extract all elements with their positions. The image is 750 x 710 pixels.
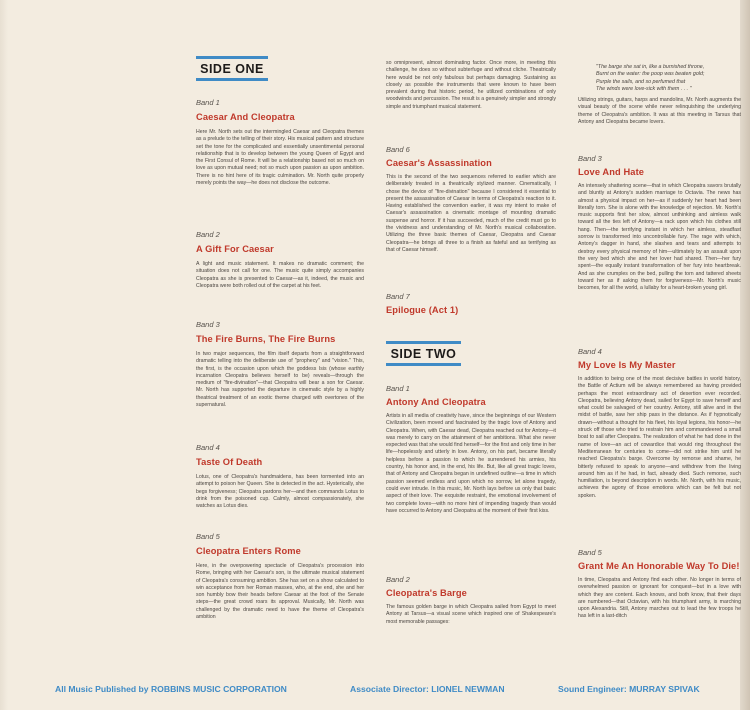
band-description: This is the second of the two sequences referred to earlier which are deliberately treated in a theatrically stylized manner. Cinematically, I chose the device of "fire-divination" because I considered it essential to present the assassination of Caesar in terms of Cleopatra's reaction to it. Having established the convention earlier, it was my intent to make of Caesar's assassination a cinematic montage of mounting dramatic suspense and horror. If it has succeeded, much of the credit must go to the vividness and understanding of Mr. North's musical collaboration. Utilizing the three basic themes of Caesar, Cleopatra and Caesar Cleopatra—he brings all three to a finish as fateful and as terrifying as that of Caesar himself. <box>386 174 556 253</box>
poem-line: Burnt on the water: the poop was beaten gold; <box>596 71 705 78</box>
band-description: An intensely shattering scene—that in which Cleopatra savors brutally and bluntly at Antony's sudden marriage to Octavia. The news has almost a physical impact on her—as if suddenly her heart had been literally torn. She is alone with the knowledge of rejection. Mr. North's music supports first her slow, almost unthinking and aimless walk toward all the ties left of Antony—a rack upon which his clothes still hang. Then—the terrifying instant in which her aimless, steadfast sorrow is transformed into uncontrollable fury. The rage with which, Antony's dagger in hand, she slashes and tears and attempts to destroy every physical memory of him—ultimately by an assault upon the very bed which she and her lover had shared. Then—her fury spent—the equally instant transformation of her fury into heartbreak. And as she crumples on the bed, pulling the torn and tattered sheets toward her as if asking them for forgiveness—Mr. North's music becomes, for all the world, a lullaby for a heart-broken young girl. <box>578 183 741 292</box>
band-title: Caesar's Assassination <box>386 158 492 168</box>
band-label: Band 6 <box>386 145 410 154</box>
band-description: In time, Cleopatra and Antony find each other. No longer in terms of overwhelmed passion or ignorant for conquest—but in a love with which they are content. Each knows, and both know, that their days are numbered—that Octavian, with his triumphant army, is marching upon Alexandria. Still, Antony marches out to lead the few troops he has left in a last-ditch <box>578 577 741 620</box>
band-description: In addition to being one of the most decisive battles in world history, the Battle of Actium will be always remembered as having provided perhaps the most extraordinary act of desertion ever recorded. Cleopatra, believing Antony dead, sailed for Egypt to save herself and what could be salvaged of her country. Antony, still alive and in the midst of battle, saw her ship pass in the distance. As if hypnotically drawn—without a thought for his fleet, his loyal legions, his honor—he struck off those who tried to restrain him and commandeered a small boat to sail after Cleopatra. The realization of what he had done in the name of love—an act of cowardice that would ring throughout the Mediterranean for centuries to come—did not strike him until he reached Cleopatra's barge. Overcome by remorse and shame, he bitterly refused to speak to anyone—and withdrew from the living around him as if he had, in fact, already died. Such remorse, such humiliation, is beyond description in words. Mr. North, with his music, achieves the agony of those emotions which can be felt but not spoken. <box>578 376 741 499</box>
band-label: Band 3 <box>196 320 220 329</box>
band-title: Taste Of Death <box>196 457 263 467</box>
page-left-edge <box>0 0 8 710</box>
band-description: Lotus, one of Cleopatra's handmaidens, has been tormented into an attempt to poison her Queen. She is detected in the act. Hysterically, she begs forgiveness; Cleopatra pardons her—and then commands Lotus to drink from the poisoned cup. Calmly, almost compassionately, she watches as Lotus dies. <box>196 474 364 510</box>
band-title: Love And Hate <box>578 167 645 177</box>
poem-line: The winds were love-sick with them . . . " <box>596 86 692 93</box>
band-label: Band 1 <box>196 98 220 107</box>
poem-after-text: Utilizing strings, guitars, harps and mandolins, Mr. North augments the visual beauty of the scene while never relinquishing the underlying theme of Cleopatra's ambition. It was at this meeting in Tarsus that Antony and Cleopatra became lovers. <box>578 97 741 125</box>
band-label: Band 4 <box>578 347 602 356</box>
band-label: Band 2 <box>386 575 410 584</box>
footer-publisher: All Music Published by ROBBINS MUSIC CORPORATION <box>55 684 287 694</box>
footer-director: Associate Director: LIONEL NEWMAN <box>350 684 505 694</box>
band-title: The Fire Burns, The Fire Burns <box>196 334 336 344</box>
band-label: Band 5 <box>196 532 220 541</box>
band-title: My Love Is My Master <box>578 360 676 370</box>
band-description: The famous golden barge in which Cleopatra sailed from Egypt to meet Antony at Tarsus—a visual scene which inspired one of Shakespeare's most memorable passages: <box>386 604 556 625</box>
band-label: Band 1 <box>386 384 410 393</box>
band-title: Epilogue (Act 1) <box>386 305 459 315</box>
poem-quote <box>596 64 746 94</box>
poem-line: "The barge she sat in, like a burnished throne, <box>596 64 705 70</box>
band-description: Here, in the overpowering spectacle of Cleopatra's procession into Rome, bringing with her Caesar's son, is the ultimate musical statement of Cleopatra's consuming ambition. She has set on a show calculated to win acceptance from her Roman masses, who, at the end, she and her son humbly bow their heads before Caesar at the foot of the Senate steps—the great crowd roars its approval. Musically, Mr. North was challenged by the dramatic need to have the theme of Cleopatra's ambition <box>196 563 364 621</box>
band-description: Artists in all media of creativity have, since the beginnings of our Western Civilization, been moved and fascinated by the tragic love of Antony and Cleopatra. When, with Caesar dead, Cleopatra reached out for Antony—it was merely to carry on the attainment of her ambitions. What she never expected was that she would find herself—for the first and only time in her life—hopelessly and utterly in love. Antony, on his part, became literally helpless before a passion to which he surrendered his armies, his country, his honor and, in the end, his life. But, like all great tragic loves, that of Antony and Cleopatra began in undefined outline—a time in which passion seemed endless and upon which no sorrow, let alone tragedy, could ever intrude. In this music, Mr. North lays before us only that basic aspect of their love. The exquisite restraint, the emotional involvement of two complete loves—with no more hint of impending tragedy than would have occurred to Antony and Cleopatra at the moment of their first kiss. <box>386 413 556 514</box>
band-title: Antony And Cleopatra <box>386 397 486 407</box>
band-label: Band 3 <box>578 154 602 163</box>
band-label: Band 5 <box>578 548 602 557</box>
side-two-header: SIDE TWO <box>386 341 461 366</box>
band-description: A light and music statement. It makes no dramatic comment; the situation does not call for one. The music quite simply accompanies Cleopatra as she is presented to Caesar—as it, indeed, the music and Cleopatra were both rolled out of the carpet at his feet. <box>196 261 364 289</box>
side-one-header: SIDE ONE <box>196 56 268 81</box>
continued-text: so omnipresent, almost dominating factor. Once more, in meeting this challenge, he does so without subterfuge and without cliche. Theatrically here would be not only fabulous but perhaps damaging. Sustaining as closely as possible the instruments that were known to have been prevalent during that historic period, he utilized combinations of only woodwinds and percussion. The result is a genuinely simpler and strongly simple and triumphant musical statement. <box>386 60 556 110</box>
band-title: Cleopatra's Barge <box>386 588 467 598</box>
band-title: Grant Me An Honorable Way To Die! <box>578 561 740 571</box>
band-label: Band 7 <box>386 292 410 301</box>
band-label: Band 2 <box>196 230 220 239</box>
footer-engineer: Sound Engineer: MURRAY SPIVAK <box>558 684 700 694</box>
band-title: A Gift For Caesar <box>196 244 274 254</box>
page-right-edge <box>740 0 750 710</box>
band-description: In two major sequences, the film itself departs from a straightforward dramatic telling into the deliberate use of "prophecy" and "vision." This, the first, is the occasion upon which the goddess Isis (whose earthly incarnation Cleopatra believes herself to be) reveals—through the medium of "fire-divination"—that Cleopatra will bear a son for Caesar. Mr. North has supported the departure in cinematic style by a highly theatrical treatment of an exotic theme charged with overtones of the supernatural. <box>196 351 364 409</box>
band-title: Caesar And Cleopatra <box>196 112 295 122</box>
band-description: Here Mr. North sets out the intermingled Caesar and Cleopatra themes as a prelude to the telling of their story. His musical pattern and structure set the tone for the complicated and essentially unsentimental personal relationship that is to develop between the young Queen of Egypt and the First Consul of Rome. It will be a relationship based not so much on love as upon mutual need; not so much upon passion as upon ambition. There is no hint here of its tragic culmination. Mr. North quite properly merely points the way—he does not disclose the outcome. <box>196 129 364 187</box>
band-label: Band 4 <box>196 443 220 452</box>
poem-line: Purple the sails, and so perfumed that <box>596 78 686 85</box>
band-title: Cleopatra Enters Rome <box>196 546 301 556</box>
